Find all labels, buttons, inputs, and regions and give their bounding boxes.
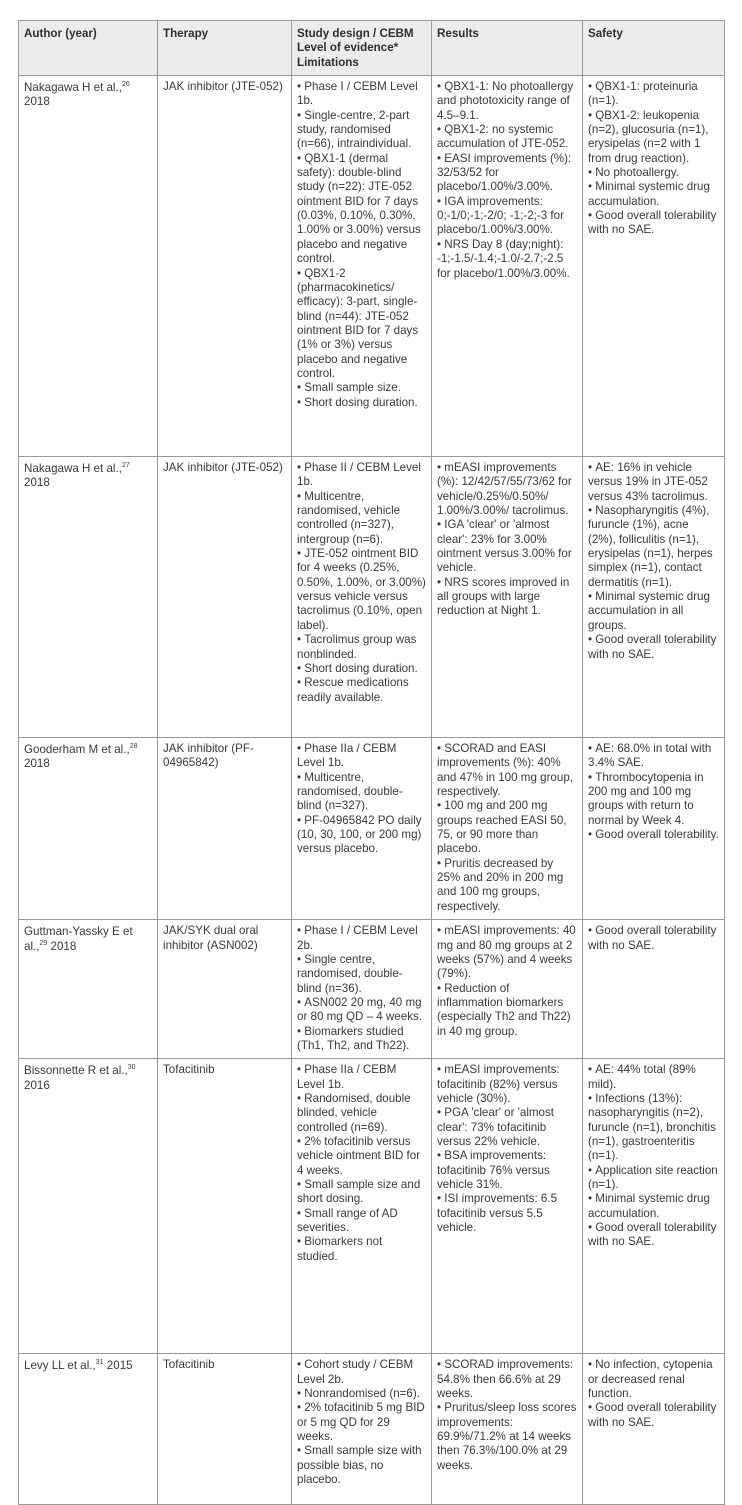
list-item: • Phase I / CEBM Level 2b. (297, 924, 426, 953)
list-item: • Good overall tolerability with no SAE. (588, 924, 719, 953)
author-year: 2018 (24, 95, 50, 109)
list-item: • Small range of AD severities. (297, 1207, 426, 1236)
safety-list (588, 1358, 719, 1430)
list-item: • QBX1-1: proteinuria (n=1). (588, 80, 719, 109)
list-item: • JTE-052 ointment BID for 4 weeks (0.25%, 0.50%, 1.00%, or 3.00%) versus vehicle versus tacrolimus (0.10%, open label). (297, 547, 426, 633)
author-cell (19, 457, 158, 738)
header-row (19, 21, 725, 76)
therapy-cell: Tofacitinib (158, 1354, 292, 1505)
study-design-list (297, 924, 426, 1053)
list-item: • Minimal systemic drug accumulation. (588, 1192, 719, 1221)
table-row (19, 1354, 725, 1505)
list-item: • PGA 'clear' or 'almost clear': 73% tofacitinib versus 22% vehicle. (437, 1106, 577, 1149)
list-item: • NRS scores improved in all groups with large reduction at Night 1. (437, 576, 577, 619)
safety-cell (583, 76, 725, 457)
study-design-list (297, 1358, 426, 1487)
study-design-list (297, 80, 426, 410)
table-header (19, 21, 725, 76)
list-item: • Minimal systemic drug accumulation. (588, 180, 719, 209)
therapy-cell: JAK inhibitor (PF-04965842) (158, 738, 292, 920)
safety-list (588, 80, 719, 238)
list-item: • Tacrolimus group was nonblinded. (297, 633, 426, 662)
results-cell (432, 457, 583, 738)
list-item: • 100 mg and 200 mg groups reached EASI 50, 75, or 90 more than placebo. (437, 799, 577, 856)
list-item: • Single centre, randomised, double-blind (n=36). (297, 953, 426, 996)
author-year: 2018 (24, 757, 50, 771)
study-design-list (297, 1063, 426, 1264)
list-item: • Cohort study / CEBM Level 2b. (297, 1358, 426, 1387)
results-list (437, 461, 577, 619)
author-name: Bissonnette R et al., (24, 1064, 128, 1078)
list-item: • Rescue medications readily available. (297, 676, 426, 705)
list-item: • Small sample size. (297, 381, 426, 395)
list-item: • Single-centre, 2-part study, randomised (n=66), intraindividual. (297, 109, 426, 152)
list-item: • QBX1-2: leukopenia (n=2), glucosuria (n=1), erysipelas (n=2 with 1 from drug reaction). (588, 109, 719, 166)
results-cell (432, 1354, 583, 1505)
table-row (19, 738, 725, 920)
list-item: • Phase IIa / CEBM Level 1b. (297, 742, 426, 771)
author-name: Levy LL et al., (24, 1359, 96, 1373)
results-cell (432, 1059, 583, 1354)
safety-list (588, 742, 719, 842)
list-item: • Nasopharyngitis (4%), furuncle (1%), acne (2%), folliculitis (n=1), erysipelas (n=1), herpes simplex (n=1), contact dermatitis (n=1). (588, 504, 719, 590)
therapy-cell: JAK inhibitor (JTE-052) (158, 76, 292, 457)
list-item: • Nonrandomised (n=6). (297, 1387, 426, 1401)
author-cell (19, 738, 158, 920)
list-item: • QBX1-1: No photoallergy and phototoxicity range of 4.5–9.1. (437, 80, 577, 123)
table-body (19, 76, 725, 1505)
results-list (437, 742, 577, 914)
list-item: • ISI improvements: 6.5 tofacitinib versus 5.5 vehicle. (437, 1192, 577, 1235)
study-design-cell (292, 1059, 432, 1354)
results-list (437, 80, 577, 281)
study-design-cell (292, 457, 432, 738)
therapy-cell: Tofacitinib (158, 1059, 292, 1354)
list-item: • Good overall tolerability with no SAE. (588, 1401, 719, 1430)
list-item: • NRS Day 8 (day;night): -1;-1.5/-1.4;-1.0/-2.7;-2.5 for placebo/1.00%/3.00%. (437, 238, 577, 281)
table-row (19, 920, 725, 1059)
list-item: • AE: 16% in vehicle versus 19% in JTE-052 versus 43% tacrolimus. (588, 461, 719, 504)
list-item: • 2% tofacitinib versus vehicle ointment BID for 4 weeks. (297, 1135, 426, 1178)
list-item: • mEASI improvements: 40 mg and 80 mg groups at 2 weeks (57%) and 4 weeks (79%). (437, 924, 577, 981)
list-item: • Infections (13%): nasopharyngitis (n=2), furuncle (n=1), bronchitis (n=1), gastroenteritis (n=1). (588, 1092, 719, 1164)
author-year: 2016 (24, 1078, 50, 1092)
reference-number: 28 (129, 743, 138, 751)
study-design-list (297, 461, 426, 705)
list-item: • EASI improvements (%): 32/53/52 for placebo/1.00%/3.00%. (437, 152, 577, 195)
header-author: Author (year) (19, 21, 158, 76)
list-item: • SCORAD and EASI improvements (%): 40% and 47% in 100 mg group, respectively. (437, 742, 577, 799)
author-name: Nakagawa H et al., (24, 81, 122, 95)
list-item: • AE: 68.0% in total with 3.4% SAE. (588, 742, 719, 771)
list-item: • mEASI improvements: tofacitinib (82%) versus vehicle (30%). (437, 1063, 577, 1106)
list-item: • No infection, cytopenia or decreased renal function. (588, 1358, 719, 1401)
author-year: 2015 (106, 1359, 133, 1373)
author-cell (19, 1059, 158, 1354)
list-item: • AE: 44% total (89% mild). (588, 1063, 719, 1092)
table-row (19, 76, 725, 457)
results-list (437, 924, 577, 1039)
list-item: • Short dosing duration. (297, 396, 426, 410)
list-item: • Application site reaction (n=1). (588, 1164, 719, 1193)
table-row (19, 1059, 725, 1354)
list-item: • ASN002 20 mg, 40 mg or 80 mg QD – 4 weeks. (297, 996, 426, 1025)
header-safety: Safety (583, 21, 725, 76)
safety-list (588, 924, 719, 953)
list-item: • Phase II / CEBM Level 1b. (297, 461, 426, 490)
author-name: Gooderham M et al., (24, 743, 130, 757)
list-item: • Pruritus/sleep loss scores improvements: 69.9%/71.2% at 14 weeks then 76.3%/100.0% at 29 weeks. (437, 1401, 577, 1473)
list-item: • SCORAD improvements: 54.8% then 66.6% at 29 weeks. (437, 1358, 577, 1401)
list-item: • IGA improvements: 0;-1/0;-1;-2/0; -1;-2;-3 for placebo/1.00%/3.00%. (437, 195, 577, 238)
reference-number: 31 (95, 1359, 104, 1367)
list-item: • Small sample size with possible bias, no placebo. (297, 1444, 426, 1487)
author-year: 2018 (24, 476, 50, 490)
safety-cell (583, 1059, 725, 1354)
list-item: • Pruritis decreased by 25% and 20% in 200 mg and 100 mg groups, respectively. (437, 857, 577, 914)
results-cell (432, 76, 583, 457)
reference-number: 30 (127, 1064, 136, 1072)
list-item: • No photoallergy. (588, 166, 719, 180)
list-item: • Good overall tolerability with no SAE. (588, 1221, 719, 1250)
therapy-cell: JAK inhibitor (JTE-052) (158, 457, 292, 738)
results-cell (432, 738, 583, 920)
reference-number: 27 (121, 462, 130, 470)
results-list (437, 1358, 577, 1473)
author-year: 2018 (50, 939, 77, 953)
list-item: • IGA 'clear' or 'almost clear': 23% for 3.00% ointment versus 3.00% for vehicle. (437, 518, 577, 575)
safety-cell (583, 920, 725, 1059)
list-item: • 2% tofacitinib 5 mg BID or 5 mg QD for 29 weeks. (297, 1401, 426, 1444)
list-item: • Good overall tolerability. (588, 828, 719, 842)
author-cell (19, 920, 158, 1059)
header-study-design: Study design / CEBM Level of evidence* Limitations (292, 21, 432, 76)
results-cell (432, 920, 583, 1059)
list-item: • Minimal systemic drug accumulation in all groups. (588, 590, 719, 633)
safety-cell (583, 1354, 725, 1505)
list-item: • QBX1-2: no systemic accumulation of JTE-052. (437, 123, 577, 152)
study-design-cell (292, 738, 432, 920)
list-item: • mEASI improvements (%): 12/42/57/55/73/62 for vehicle/0.25%/0.50%/ 1.00%/3.00%/ tacrolimus. (437, 461, 577, 518)
list-item: • Good overall tolerability with no SAE. (588, 633, 719, 662)
therapy-cell: JAK/SYK dual oral inhibitor (ASN002) (158, 920, 292, 1059)
reference-number: 26 (121, 81, 130, 89)
list-item: • Biomarkers studied (Th1, Th2, and Th22). (297, 1025, 426, 1054)
header-therapy: Therapy (158, 21, 292, 76)
results-list (437, 1063, 577, 1235)
author-cell (19, 76, 158, 457)
author-cell (19, 1354, 158, 1505)
study-design-cell (292, 1354, 432, 1505)
list-item: • Small sample size and short dosing. (297, 1178, 426, 1207)
table-row (19, 457, 725, 738)
list-item: • QBX1-1 (dermal safety): double-blind study (n=22): JTE-052 ointment BID for 7 days (0.03%, 0.10%, 0.30%, 1.00% or 3.00%) versus placebo and negative control. (297, 152, 426, 267)
studies-table (18, 20, 725, 1505)
list-item: • Randomised, double blinded, vehicle controlled (n=69). (297, 1092, 426, 1135)
reference-number: 29 (39, 939, 48, 947)
list-item: • Short dosing duration. (297, 662, 426, 676)
study-design-cell (292, 76, 432, 457)
safety-cell (583, 457, 725, 738)
list-item: • Good overall tolerability with no SAE. (588, 209, 719, 238)
list-item: • Phase I / CEBM Level 1b. (297, 80, 426, 109)
list-item: • QBX1-2 (pharmacokinetics/ efficacy): 3-part, single-blind (n=44): JTE-052 ointment BID for 7 days (1% or 3%) versus placebo and negative control. (297, 267, 426, 382)
list-item: • Multicentre, randomised, double-blind (n=327). (297, 771, 426, 814)
author-name: Nakagawa H et al., (24, 462, 122, 476)
list-item: • Reduction of inflammation biomarkers (especially Th2 and Th22) in 40 mg group. (437, 982, 577, 1039)
safety-list (588, 461, 719, 662)
list-item: • BSA improvements: tofacitinib 76% versus vehicle 31%. (437, 1149, 577, 1192)
list-item: • Multicentre, randomised, vehicle controlled (n=327), intergroup (n=6). (297, 490, 426, 547)
list-item: • Thrombocytopenia in 200 mg and 100 mg groups with return to normal by Week 4. (588, 771, 719, 828)
list-item: • Biomarkers not studied. (297, 1235, 426, 1264)
list-item: • PF-04965842 PO daily (10, 30, 100, or 200 mg) versus placebo. (297, 814, 426, 857)
header-results: Results (432, 21, 583, 76)
safety-list (588, 1063, 719, 1249)
list-item: • Phase IIa / CEBM Level 1b. (297, 1063, 426, 1092)
study-design-list (297, 742, 426, 857)
author-name: Guttman-Yassky E et al., (24, 925, 133, 953)
study-design-cell (292, 920, 432, 1059)
safety-cell (583, 738, 725, 920)
